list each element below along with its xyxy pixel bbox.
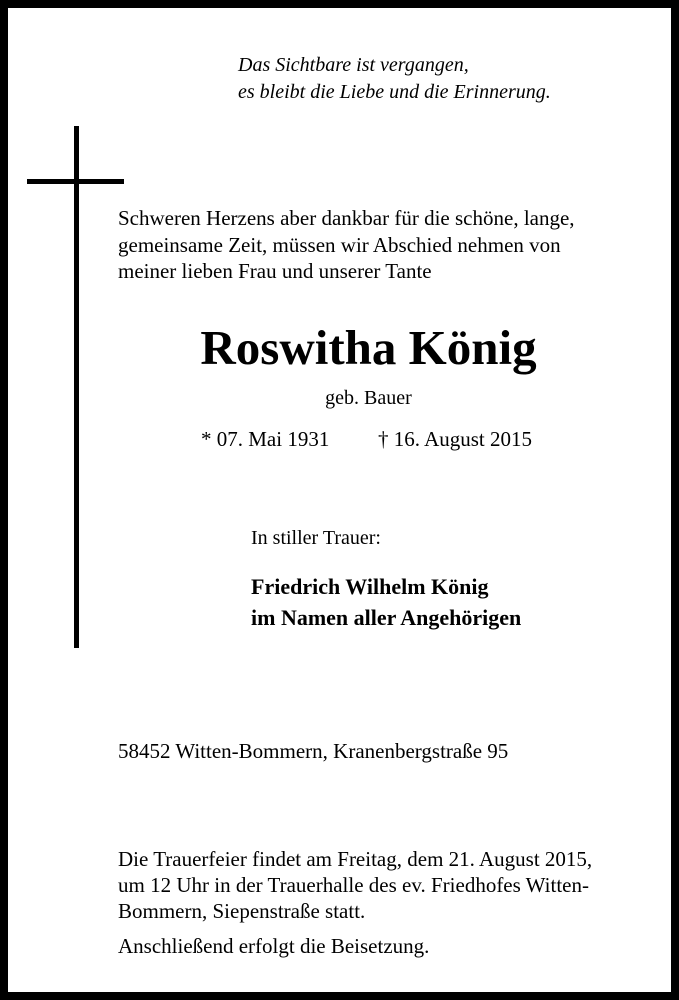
intro-line: Schweren Herzens aber dankbar für die schöne, lange, (118, 206, 575, 230)
death-date: † 16. August 2015 (378, 427, 533, 451)
birth-date: * 07. Mai 1931 (201, 427, 330, 451)
intro-line: meiner lieben Frau und unserer Tante (118, 259, 432, 283)
mourner-line: Friedrich Wilhelm König (251, 574, 489, 599)
mourner-line: im Namen aller Angehörigen (251, 605, 522, 630)
deceased-name: Roswitha König (200, 320, 537, 375)
ceremony-line: Bommern, Siepenstraße statt. (118, 899, 366, 923)
life-dates (201, 426, 533, 452)
address: 58452 Witten-Bommern, Kranenbergstraße 95 (118, 739, 509, 763)
burial-note: Anschließend erfolgt die Beisetzung. (118, 934, 430, 958)
cross-horizontal-bar (27, 179, 124, 184)
motto-line: es bleibt die Liebe und die Erinnerung. (238, 81, 551, 103)
intro-line: gemeinsame Zeit, müssen wir Abschied nehmen von (118, 232, 561, 257)
ceremony-info (118, 846, 592, 924)
motto-line: Das Sichtbare ist vergangen, (238, 54, 469, 76)
intro-text (118, 205, 575, 285)
motto-quote (238, 52, 551, 106)
ceremony-line: um 12 Uhr in der Trauerhalle des ev. Friedhofes Witten- (118, 873, 589, 897)
mourners-names (251, 571, 521, 633)
ceremony-line: Die Trauerfeier findet am Freitag, dem 21. August 2015, (118, 847, 593, 871)
mourning-label: In stiller Trauer: (251, 527, 381, 549)
maiden-name: geb. Bauer (325, 387, 412, 409)
